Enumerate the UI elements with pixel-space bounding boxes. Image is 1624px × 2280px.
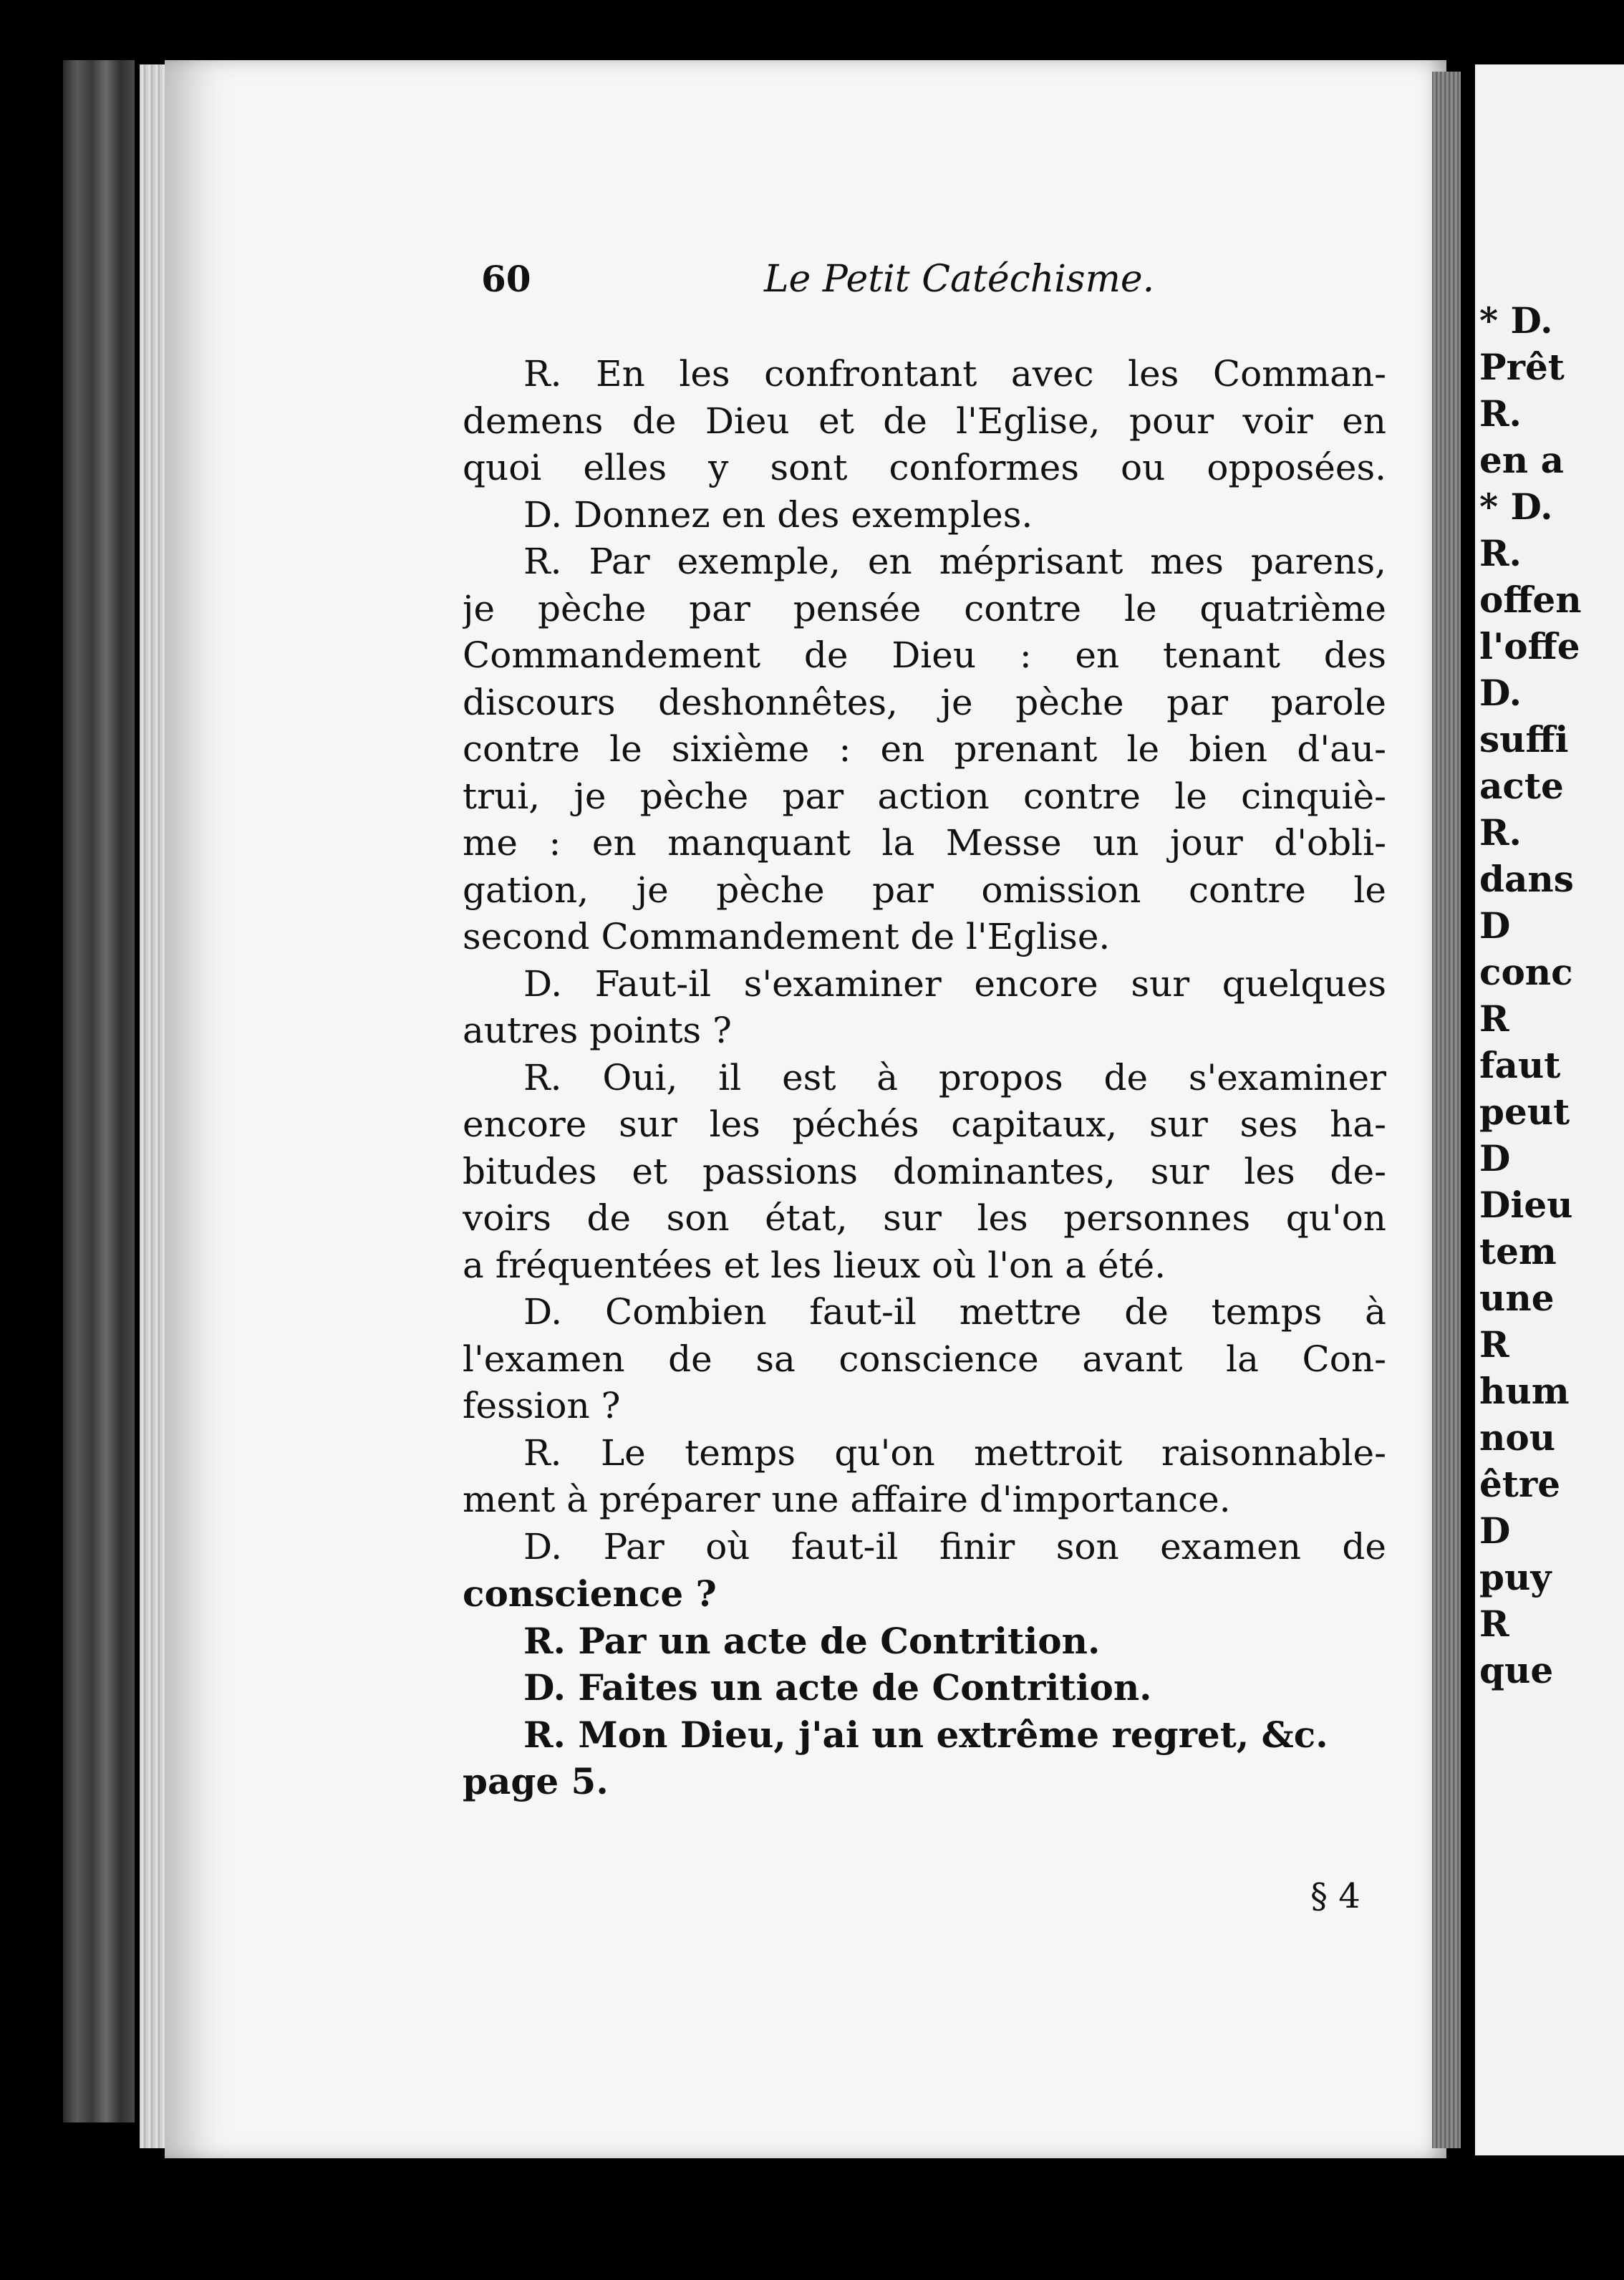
text-line: D. Par où faut-il finir son examen de [523,1525,1386,1568]
facing-text-fragment: dans [1479,858,1574,900]
signature-mark: § 4 [1310,1876,1360,1916]
facing-text-fragment: tem [1479,1230,1557,1272]
facing-text-fragment: * D. [1479,486,1553,528]
facing-text-fragment [1479,158,1582,204]
text-line: fession ? [463,1385,621,1426]
text-line: D. Donnez en des exemples. [523,493,1033,536]
text-line: D. Faites un acte de Contrition. [523,1666,1152,1709]
text-line: page 5. [463,1760,609,1802]
page-header [481,258,1376,322]
facing-text-fragment: D [1479,904,1511,947]
facing-text-fragment: acte [1479,765,1564,807]
text-line: quoi elles y sont conformes ou opposées. [463,447,1386,488]
text-line: D. Faut-il s'examiner encore sur quelques [523,962,1386,1005]
facing-text-fragment: R. [1479,392,1522,435]
facing-text-fragment: en a [1479,439,1564,481]
facing-text-fragment: Dieu [1479,1184,1573,1226]
text-line: Commandement de Dieu : en tenant des [463,634,1386,676]
text-line: demens de Dieu et de l'Eglise, pour voir en [463,400,1386,442]
text-line: ment à préparer une affaire d'importance. [463,1479,1231,1520]
facing-text-fragment: hum [1479,1370,1570,1412]
facing-text-fragment: offen [1479,579,1582,621]
facing-text-fragment: conc [1479,951,1573,993]
text-line: R. Par un acte de Contrition. [523,1619,1101,1662]
text-line: R. Par exemple, en méprisant mes parens, [523,541,1386,582]
facing-text-fragment: faut [1479,1044,1561,1086]
text-line: je pèche par pensée contre le quatrième [463,587,1386,629]
facing-text-fragment: suffi [1479,718,1569,760]
facing-text-fragment: R. [1479,811,1522,854]
text-line: second Commandement de l'Eglise. [463,916,1111,957]
facing-text-fragment: D. [1479,672,1522,714]
facing-text-fragment: l'offe [1479,625,1580,667]
facing-text-fragment: R [1479,1603,1509,1645]
text-line: R. Oui, il est à propos de s'examiner [523,1056,1386,1098]
book-spine-edge [63,60,135,2122]
facing-text-fragment: une [1479,1277,1555,1319]
text-line: a fréquentées et les lieux où l'on a été. [463,1244,1166,1286]
facing-text-fragment: nou [1479,1416,1556,1459]
text-line: gation, je pèche par omission contre le [463,869,1386,911]
gutter [1432,72,1461,2148]
text-line: R. Mon Dieu, j'ai un extrême regret, &c. [523,1713,1328,1756]
facing-text-fragment: D [1479,1509,1511,1552]
facing-page-text [1479,64,1582,1694]
facing-text-fragment [1479,64,1582,111]
text-line: voirs de son état, sur les personnes qu'on [463,1197,1386,1239]
text-line: encore sur les péchés capitaux, sur ses ha- [463,1103,1386,1145]
facing-text-fragment: que [1479,1649,1554,1691]
text-line: discours deshonnêtes, je pèche par parole [463,681,1386,723]
facing-text-fragment: R [1479,998,1509,1040]
facing-text-fragment: être [1479,1463,1561,1505]
text-line: contre le sixième : en prenant le bien d'au- [463,728,1386,770]
text-line: bitudes et passions dominantes, sur les de- [463,1150,1386,1192]
page-number: 60 [481,258,531,300]
facing-text-fragment: * D. [1479,299,1553,342]
text-line: D. Combien faut-il mettre de temps à [523,1291,1386,1333]
text-line: R. En les confrontant avec les Comman- [523,353,1386,395]
text-line: me : en manquant la Messe un jour d'obli- [463,822,1386,864]
facing-text-fragment: D [1479,1137,1511,1179]
facing-page [1475,64,1624,2155]
facing-text-fragment [1479,251,1582,297]
facing-text-fragment: puy [1479,1556,1552,1598]
body-text [463,351,1386,1805]
facing-text-fragment: Prêt [1479,346,1565,388]
facing-text-fragment [1479,204,1582,251]
text-line: l'examen de sa conscience avant la Con- [463,1338,1386,1380]
facing-text-fragment: R. [1479,532,1522,574]
text-line: R. Le temps qu'on mettroit raisonnable- [523,1431,1386,1474]
text-line: autres points ? [463,1010,732,1051]
facing-text-fragment: peut [1479,1091,1570,1133]
facing-text-fragment [1479,111,1582,158]
running-title: Le Petit Catéchisme. [764,258,1155,301]
facing-text-fragment: R [1479,1323,1509,1366]
text-line: trui, je pèche par action contre le cinquiè- [463,775,1386,817]
text-line: conscience ? [463,1573,717,1615]
